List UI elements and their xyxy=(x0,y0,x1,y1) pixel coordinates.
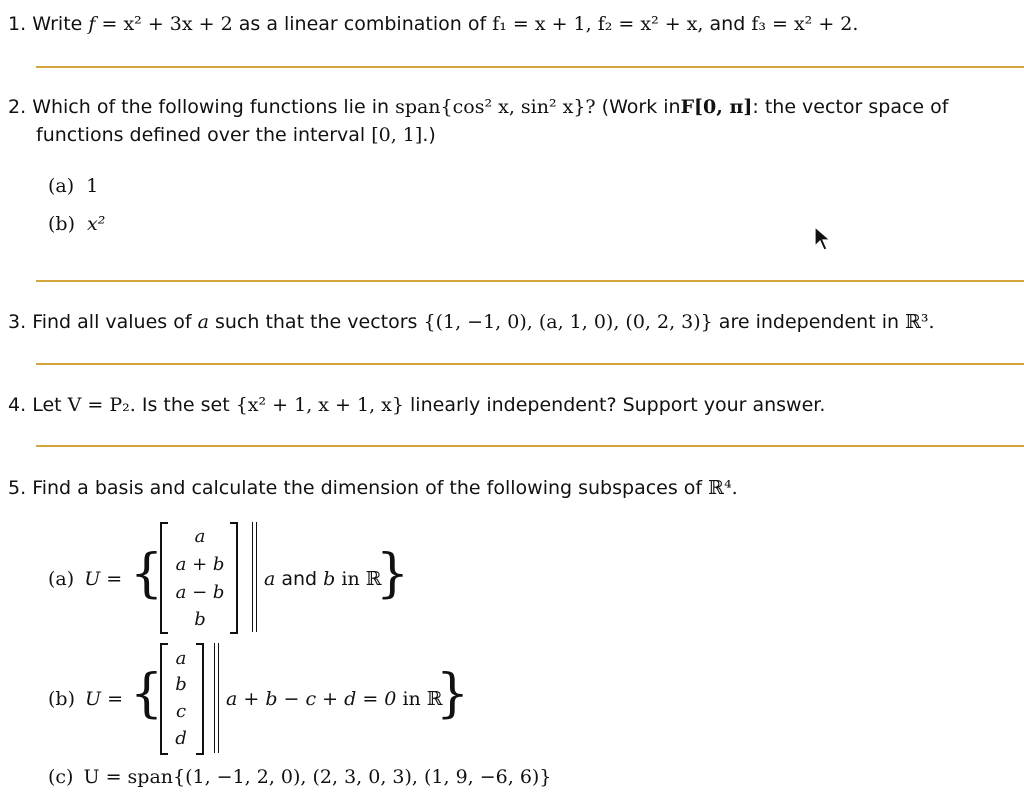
q1-f: f xyxy=(88,13,96,35)
q2-line2-b: .) xyxy=(422,124,436,146)
q2-option-a xyxy=(48,174,98,198)
q1-f3: f₃ = x² + 2. xyxy=(751,13,859,35)
q5b-label-text: (b) xyxy=(48,688,75,710)
q4-text-c: linearly independent? Support your answer. xyxy=(410,394,826,416)
q5a-lhs: U = xyxy=(84,568,123,590)
q5b-entry-1: a xyxy=(175,648,187,669)
q3-text-c: are independent in xyxy=(718,311,900,333)
q5c-label: (c) xyxy=(48,766,74,788)
q5a-cond-in: in ℝ xyxy=(341,568,382,590)
q5a-cond-a: a xyxy=(264,568,276,590)
q1-line xyxy=(8,12,858,36)
q3-line xyxy=(8,310,935,334)
q5b-divider-2 xyxy=(218,643,219,753)
q5a-entry-4: b xyxy=(194,609,206,630)
q2-option-b-label: (b) xyxy=(48,213,75,235)
q4-v: V = P₂. xyxy=(67,394,136,416)
q5a-label-text: (a) xyxy=(48,568,75,590)
q1-f2: f₂ = x² + x, xyxy=(597,13,704,35)
q5a-cond-b: b xyxy=(323,568,336,590)
q5a-entry-3: a − b xyxy=(175,582,225,603)
q1-text-c: and xyxy=(709,13,746,35)
q5a-right-brace: } xyxy=(376,544,410,604)
q4-text-a: Let xyxy=(32,394,62,416)
q3-text-b: such that the vectors xyxy=(214,311,418,333)
q2-option-a-label: (a) xyxy=(48,175,75,197)
q1-text-b: as a linear combination of xyxy=(238,13,487,35)
q3-space: ℝ³. xyxy=(905,311,935,333)
q2-number: 2. xyxy=(8,96,27,118)
q5b-entry-4: d xyxy=(175,728,187,749)
q2-line1 xyxy=(8,95,948,119)
q5c-line xyxy=(48,765,551,789)
q4-number: 4. xyxy=(8,394,27,416)
q2-span: span{cos² x, sin² x}? xyxy=(395,96,596,118)
q4-line xyxy=(8,393,825,417)
q1-text-a: Write xyxy=(32,13,83,35)
q2-text-c: : the vector space of xyxy=(752,96,949,118)
q2-option-b-value: x² xyxy=(87,213,106,235)
q5b-lhs: U = xyxy=(85,688,124,710)
divider-4 xyxy=(36,445,1024,447)
q2-space: F[0, π] xyxy=(680,96,753,118)
q5b-label xyxy=(48,687,123,711)
q5a-right-bracket xyxy=(230,522,238,634)
q2-interval: [0, 1] xyxy=(371,124,423,146)
q2-line2-a: functions defined over the interval xyxy=(36,124,366,146)
q5-line xyxy=(8,476,738,500)
q5b-cond: a + b − c + d = 0 xyxy=(226,688,397,710)
q1-expr1: = x² + 3x + 2 xyxy=(101,13,233,35)
mouse-cursor-icon xyxy=(814,226,832,252)
q4-text-b: Is the set xyxy=(141,394,230,416)
q2-text-b: (Work in xyxy=(601,96,681,118)
q3-number: 3. xyxy=(8,311,27,333)
q5a-left-brace: { xyxy=(130,544,164,604)
q3-set: {(1, −1, 0), (a, 1, 0), (0, 2, 3)} xyxy=(423,311,713,333)
q5b-entry-3: c xyxy=(175,701,187,722)
q2-text-a: Which of the following functions lie in xyxy=(32,96,390,118)
q5b-left-brace: { xyxy=(130,664,164,724)
q2-option-a-value: 1 xyxy=(86,175,99,197)
q2-option-b xyxy=(48,212,105,236)
q1-f1: f₁ = x + 1, xyxy=(492,13,592,35)
q5b-cond-in: in ℝ xyxy=(402,688,443,710)
q2-line2 xyxy=(36,123,436,147)
q3-a: a xyxy=(197,311,209,333)
q5-number: 5. xyxy=(8,477,27,499)
q5a-divider-2 xyxy=(256,522,257,632)
divider-2 xyxy=(36,280,1024,282)
divider-1 xyxy=(36,66,1024,68)
q5b-entry-2: b xyxy=(175,674,187,695)
q5b-right-brace: } xyxy=(436,664,470,724)
q1-number: 1. xyxy=(8,13,27,35)
q5b-divider xyxy=(214,643,215,753)
q5a-divider xyxy=(252,522,253,632)
q5b-right-bracket xyxy=(196,643,204,755)
q5-space: ℝ⁴. xyxy=(708,477,738,499)
q5b-condition xyxy=(226,687,443,711)
q5a-cond-text: and xyxy=(281,568,318,590)
q5a-entry-1: a xyxy=(194,526,206,547)
q5a-condition xyxy=(264,567,382,591)
q3-text-a: Find all values of xyxy=(32,311,192,333)
divider-3 xyxy=(36,363,1024,365)
q5-text-a: Find a basis and calculate the dimension of the following subspaces of xyxy=(32,477,703,499)
q5a-label xyxy=(48,567,122,591)
q5c-expr: U = span{(1, −1, 2, 0), (2, 3, 0, 3), (1, 9, −6, 6)} xyxy=(83,766,552,788)
q4-set: {x² + 1, x + 1, x} xyxy=(235,394,404,416)
q5a-entry-2: a + b xyxy=(175,554,225,575)
